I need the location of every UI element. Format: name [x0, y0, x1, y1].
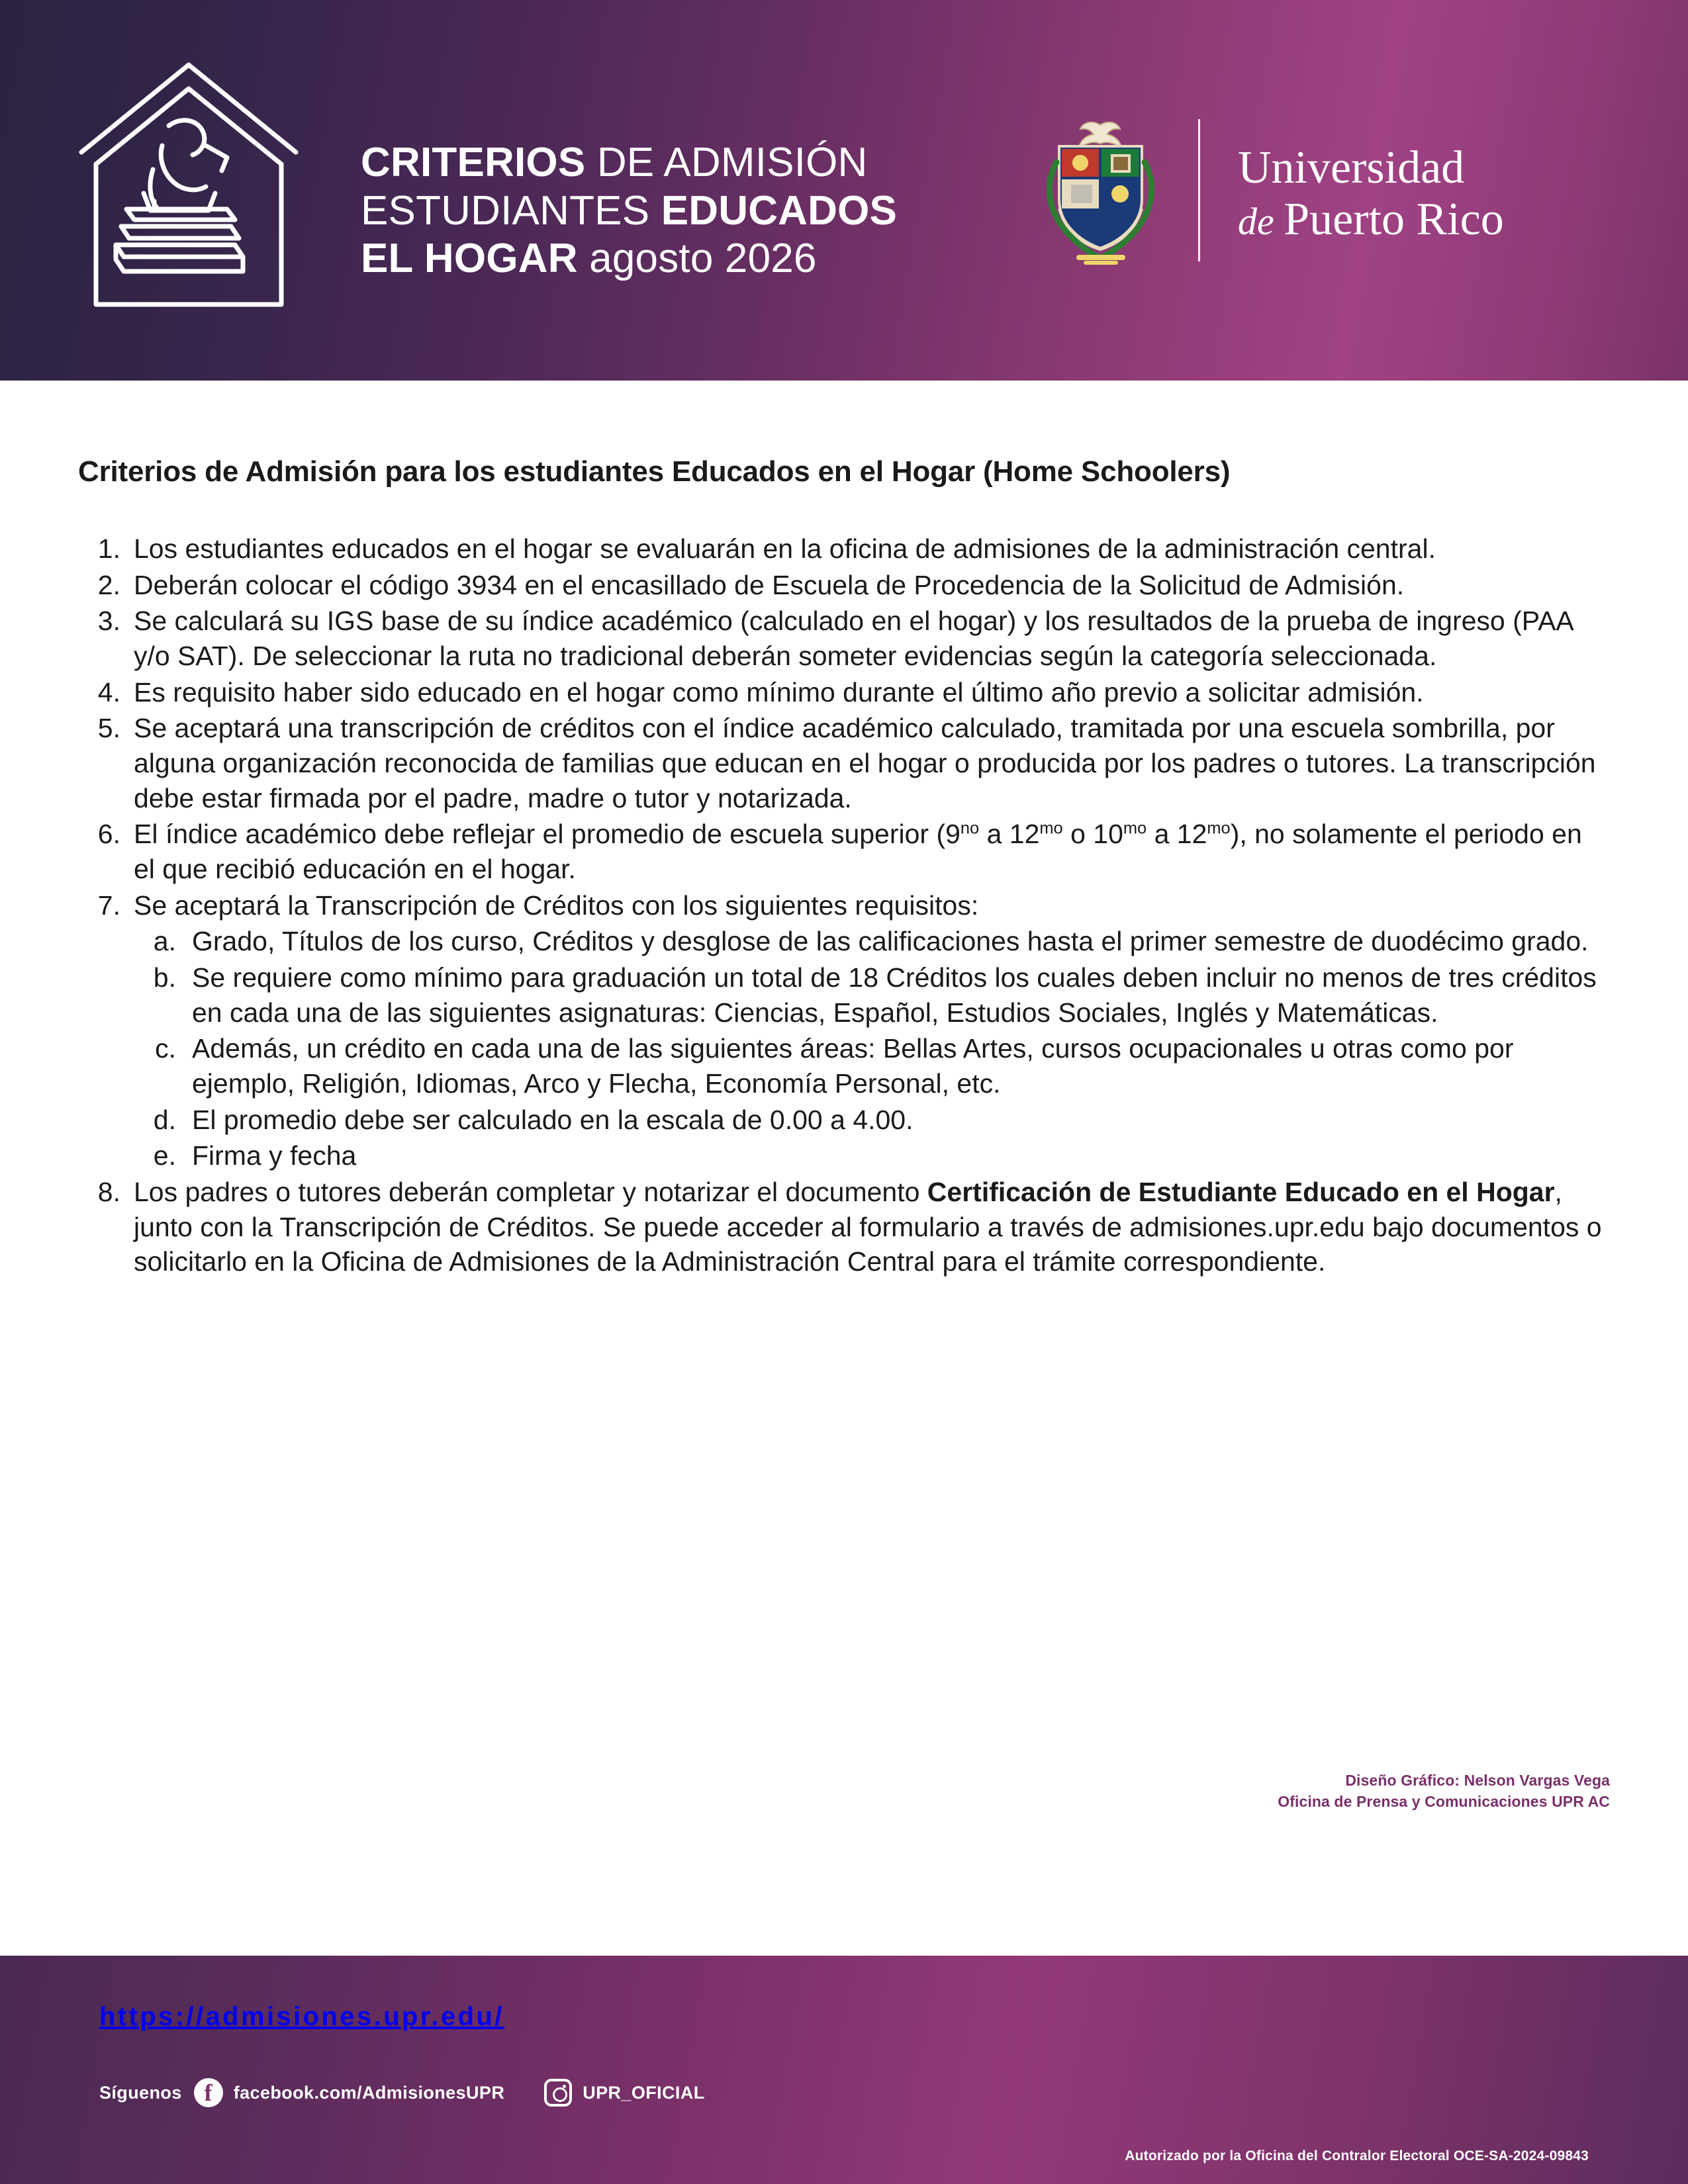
facebook-icon[interactable]: f	[194, 2078, 223, 2107]
sub-list-item-number: b.	[153, 962, 176, 993]
list-item-text: Deberán colocar el código 3934 en el encasillado de Escuela de Procedencia de la Solicitud de Admisión.	[134, 569, 1405, 600]
design-credits	[1278, 1770, 1610, 1812]
item6-sup2: mo	[1039, 819, 1063, 838]
sub-list-item	[134, 1031, 1607, 1101]
header-title-line2-normal: ESTUDIANTES	[361, 187, 661, 234]
item6-mid1: a 12	[979, 819, 1040, 850]
sub-list-item	[134, 960, 1607, 1030]
list-item-number: 2.	[97, 569, 120, 600]
authorization-note: Autorizado por la Oficina del Contralor Electoral OCE-SA-2024-09843	[1125, 2148, 1589, 2163]
homeschool-house-icon	[70, 46, 308, 324]
list-item-text: Se calculará su IGS base de su índice académico (calculado en el hogar) y los resultados de la prueba de ingreso (PAA y/o SAT). De seleccionar la ruta no tradicional deberán someter evidencias según la categoría seleccionada.	[134, 606, 1573, 672]
follow-label: Síguenos	[99, 2082, 182, 2103]
item6-mid3: a 12	[1147, 819, 1207, 850]
header-title-line1-rest: DE ADMISIÓN	[585, 140, 868, 185]
list-item-text: Los estudiantes educados en el hogar se evaluarán en la oficina de admisiones de la administración central.	[134, 533, 1436, 564]
list-item	[78, 1175, 1607, 1279]
sub-list-item-number: c.	[155, 1033, 176, 1064]
instagram-handle[interactable]: UPR_OFICIAL	[583, 2082, 705, 2103]
page-footer	[0, 1956, 1688, 2184]
criteria-sublist	[134, 924, 1607, 1173]
university-name-de: de	[1238, 200, 1284, 244]
criteria-list	[78, 531, 1607, 1281]
list-item	[78, 568, 1607, 603]
item6-pre: El índice académico debe reflejar el promedio de escuela superior (9	[134, 819, 961, 850]
list-item	[78, 531, 1607, 567]
document-body	[0, 381, 1688, 1956]
item8-pre: Los padres o tutores deberán completar y notarizar el documento	[134, 1177, 927, 1208]
admissions-url-link[interactable]: https://admisiones.upr.edu/	[99, 2002, 504, 2031]
list-item-text	[134, 1177, 1602, 1277]
sub-list-item-number: e.	[153, 1140, 176, 1171]
list-item	[78, 604, 1607, 673]
page-header	[0, 0, 1688, 381]
sub-list-item-text: Grado, Títulos de los curso, Créditos y desglose de las calificaciones hasta el primer semestre de duodécimo grado.	[192, 926, 1589, 957]
university-name	[1238, 142, 1504, 246]
header-title	[361, 139, 897, 283]
sub-list-item	[134, 1138, 1607, 1173]
header-title-line1-bold: CRITERIOS	[361, 140, 586, 185]
credits-line-2: Oficina de Prensa y Comunicaciones UPR AC	[1278, 1792, 1610, 1810]
item6-sup3: mo	[1123, 819, 1147, 838]
item8-post: , junto con la Transcripción de Créditos. Se puede acceder al formulario a través de admisiones.upr.edu bajo documentos o solicitarlo en la Oficina de Admisiones de la Administración Central para el trámite correspondiente.	[134, 1177, 1602, 1277]
item6-sup1: no	[960, 819, 980, 838]
social-links	[99, 2078, 705, 2107]
sub-list-item-text: El promedio debe ser calculado en la escala de 0.00 a 4.00.	[192, 1104, 914, 1135]
header-title-line2-bold: EDUCADOS	[661, 187, 898, 234]
instagram-icon[interactable]	[544, 2079, 572, 2107]
facebook-handle[interactable]: facebook.com/AdmisionesUPR	[233, 2082, 505, 2103]
upr-seal-icon	[1039, 116, 1162, 268]
item6-sup4: mo	[1207, 819, 1231, 838]
sub-list-item	[134, 924, 1607, 959]
sub-list-item	[134, 1103, 1607, 1138]
credits-line-1: Diseño Gráfico: Nelson Vargas Vega	[1345, 1772, 1610, 1789]
list-item	[78, 711, 1607, 815]
item6-mid2: o 10	[1062, 819, 1123, 850]
item6-post: ), no solamente el periodo en el que recibió educación en el hogar.	[134, 819, 1582, 885]
list-item-number: 7.	[97, 889, 120, 921]
list-item-number: 6.	[97, 819, 120, 850]
list-item-number: 5.	[97, 713, 120, 744]
list-item-number: 8.	[97, 1177, 120, 1208]
sub-list-item-text: Se requiere como mínimo para graduación un total de 18 Créditos los cuales deben incluir no menos de tres créditos en cada una de las siguientes asignaturas: Ciencias, Español, Estudios Sociales, Inglés y Matemáticas.	[192, 962, 1597, 1028]
sub-list-item-number: d.	[153, 1104, 176, 1135]
list-item-text: Se aceptará la Transcripción de Créditos con los siguientes requisitos:	[134, 889, 979, 921]
list-item-number: 4.	[97, 676, 120, 707]
list-item-text	[134, 819, 1582, 884]
header-title-line3-bold: EL HOGAR	[361, 236, 578, 282]
sub-list-item-text: Firma y fecha	[192, 1140, 357, 1171]
page-title: Criterios de Admisión para los estudiantes Educados en el Hogar (Home Schoolers)	[78, 455, 1231, 488]
list-item-number: 3.	[97, 606, 120, 637]
header-title-line3-rest: agosto 2026	[577, 236, 817, 282]
university-name-line2: Puerto Rico	[1284, 194, 1504, 246]
list-item	[78, 817, 1607, 886]
item8-bold: Certificación de Estudiante Educado en el Hogar	[927, 1177, 1555, 1208]
sub-list-item-text: Además, un crédito en cada una de las siguientes áreas: Bellas Artes, cursos ocupacionales u otras como por ejemplo, Religión, Idiomas, Arco y Flecha, Economía Personal, etc.	[192, 1033, 1514, 1099]
list-item-text: Es requisito haber sido educado en el hogar como mínimo durante el último año previo a solicitar admisión.	[134, 676, 1424, 707]
university-name-line1: Universidad	[1238, 142, 1465, 193]
header-divider	[1198, 119, 1200, 261]
list-item	[78, 675, 1607, 710]
list-item-text: Se aceptará una transcripción de créditos con el índice académico calculado, tramitada por una escuela sombrilla, por alguna organización reconocida de familias que educan en el hogar o producida por los padres o tutores. La transcripción debe estar firmada por el padre, madre o tutor y notarizada.	[134, 713, 1596, 813]
list-item-number: 1.	[97, 533, 120, 564]
list-item	[78, 888, 1607, 1173]
sub-list-item-number: a.	[153, 926, 176, 957]
